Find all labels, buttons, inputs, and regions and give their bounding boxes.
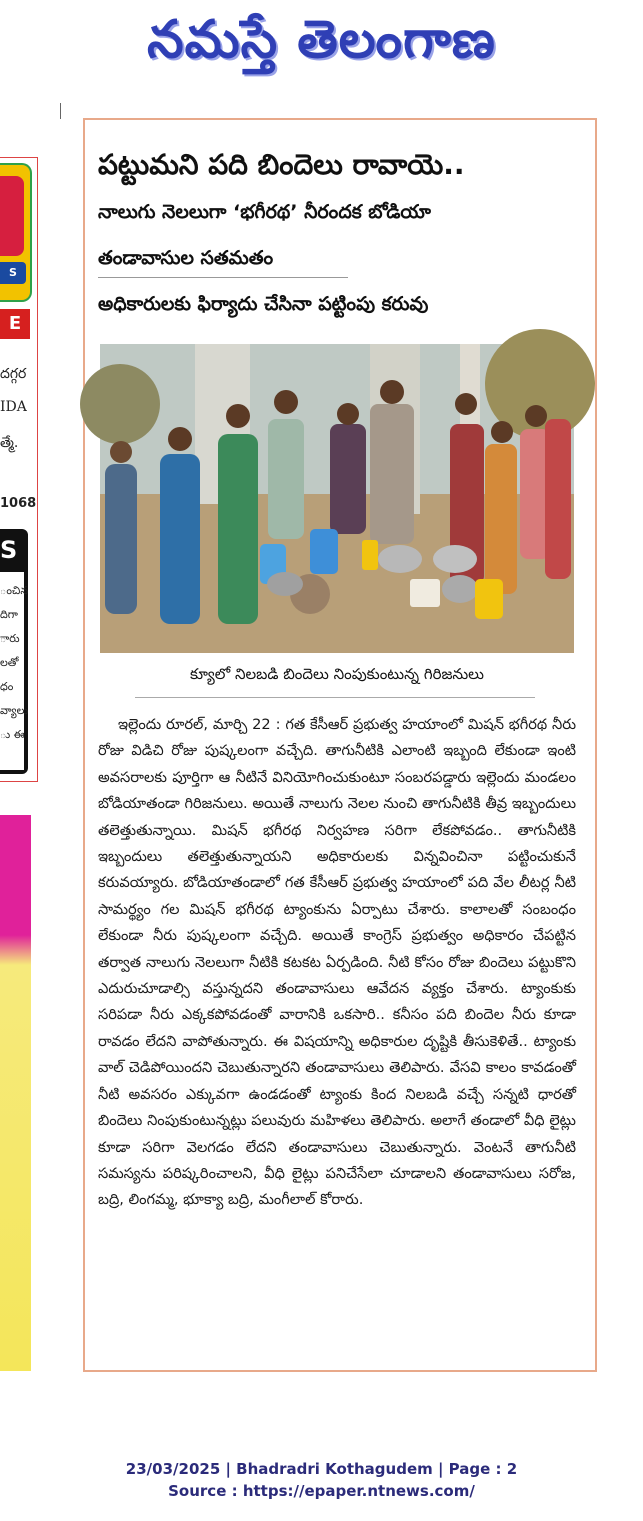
side-ad-fragment: IDA (0, 399, 27, 415)
masthead (0, 0, 643, 85)
column-divider (60, 103, 61, 119)
side-ad-dark-fragment: ు ఈ (0, 728, 25, 741)
side-ad-dark-fragment: ంచిన (0, 584, 29, 597)
page-footer (0, 1458, 643, 1502)
article-body: ఇల్లెందు రూరల్, మార్చి 22 : గత కేసీఆర్ ప్రభుత్వ హయాంలో మిషన్ భగీరథ నీరు రోజు విడిచి రోజు పుష్కలంగా వచ్చేది. తాగునీటికి ఎలాంటి ఇబ్బంది లేకుండా ఇంటి అవసరాలకు పూర్తిగా ఆ నీటినే వినియోగించుకుంటూ సంబరపడ్డారు ఇల్లెందు మండలం బోడియాతండా గిరిజనులు. అయితే నాలుగు నెలల నుంచి తాగునీటికి తీవ్ర ఇబ్బందులు తలెత్తుతున్నాయి. మిషన్ భగీరథ నిర్వహణ సరిగా లేకపోవడం.. తాగునీటికి ఇబ్బందులు తలెత్తుతున్నాయని అధికారులకు విన్నవించినా పట్టించుకునే కరువయ్యారు. బోడియాతండాలో గత కేసీఆర్ ప్రభుత్వ హయాంలో పది వేల లీటర్ల నీటి సామర్థ్యం గల మిషన్ భగీరథ ట్యాంకును ఏర్పాటు చేశారు. కాలాలతో సంబంధం లేకుండా నీరు పుష్కలంగా వచ్చేది. అయితే కాంగ్రెస్ ప్రభుత్వం అధికారం చేపట్టిన తర్వాత నాలుగు నెలలుగా నీటికి కటకట ఏర్పడింది. నీటి కోసం రోజు బిందెలు పట్టుకొని ఎదురుచూడాల్సి వస్తున్నదని తండావాసులు ఆవేదన వ్యక్తం చేశారు. ట్యాంకుకు సరిపడా నీరు ఎక్కకపోవడంతో వారానికి ఒకసారి.. కనీసం పది బిందెల నీరు కూడా రావడం లేదని వాపోతున్నారు. ఈ విషయాన్ని అధికారుల దృష్టికి తీసుకెళితే.. ట్యాంకు వాల్ చెడిపోయిందని చెబుతున్నారని తండావాసులు తెలిపారు. వేసవి కాలం కావడంతో నీటి అవసరం ఎక్కువగా ఉండడంతో ట్యాంకు కింద నిలబడి వచ్చే సన్నటి ధారతో బిందెలు నింపుకుంటున్నట్లు పలువురు మహిళలు తెలిపారు. అలాగే తండాలో వీధి లైట్లు కూడా సరిగా వెలగడం లేదని తండావాసులు చెబుతున్నారు. వెంటనే తాగునీటి సమస్యను పరిష్కరించాలని, వీధి లైట్లు పనిచేసేలా చూడాలని తండావాసులు సరోజ, బద్రి, లింగమ్మ, భూక్యా బద్రి, మంగీలాల్ కోరారు. (98, 716, 576, 1209)
side-ad-dark-label: S (0, 536, 18, 564)
caption-divider (135, 697, 535, 698)
article-subhead: అధికారులకు ఫిర్యాదు చేసినా పట్టింపు కరువు (98, 293, 429, 315)
article-headline: పట్టుమని పది బిందెలు రావాయె.. (98, 148, 465, 181)
side-ad-dark-fragment: ధం (0, 680, 14, 693)
side-ad-fragment: త్మే. (0, 435, 19, 451)
side-ad-dark-fragment: దిగా (0, 608, 18, 621)
footer-date-edition: 23/03/2025 | Bhadradri Kothagudem | Page : 2 (125, 1460, 518, 1478)
subhead-divider (98, 277, 348, 278)
side-ad-dark-fragment: వ్యాలు (0, 704, 29, 717)
side-ad-fragment: దగ్గర (0, 366, 27, 382)
newspaper-logo: నమస్తే తెలంగాణ (147, 10, 496, 70)
article-photo (100, 344, 574, 653)
side-ad-dark-fragment: ారు (0, 632, 20, 645)
side-ad-fragment: 1068 (0, 496, 37, 511)
side-ad-pink-panel (0, 815, 31, 1371)
article-subhead: నాలుగు నెలలుగా ‘భగీరథ’ నీరందక బోడియా (98, 201, 431, 223)
side-ad-badge-inner (0, 176, 24, 256)
side-ad-badge-letter: S (0, 262, 26, 284)
photo-illustration (100, 344, 574, 653)
footer-source-link[interactable]: Source : https://epaper.ntnews.com/ (168, 1482, 475, 1500)
side-ad-dark-fragment: లతో (0, 656, 19, 669)
article-subhead: తండావాసుల సతమతం (98, 247, 274, 269)
side-ad-red-block: E (0, 309, 30, 339)
photo-caption: క్యూలో నిలబడి బిందెలు నింపుకుంటున్న గిరిజనులు (190, 665, 484, 683)
